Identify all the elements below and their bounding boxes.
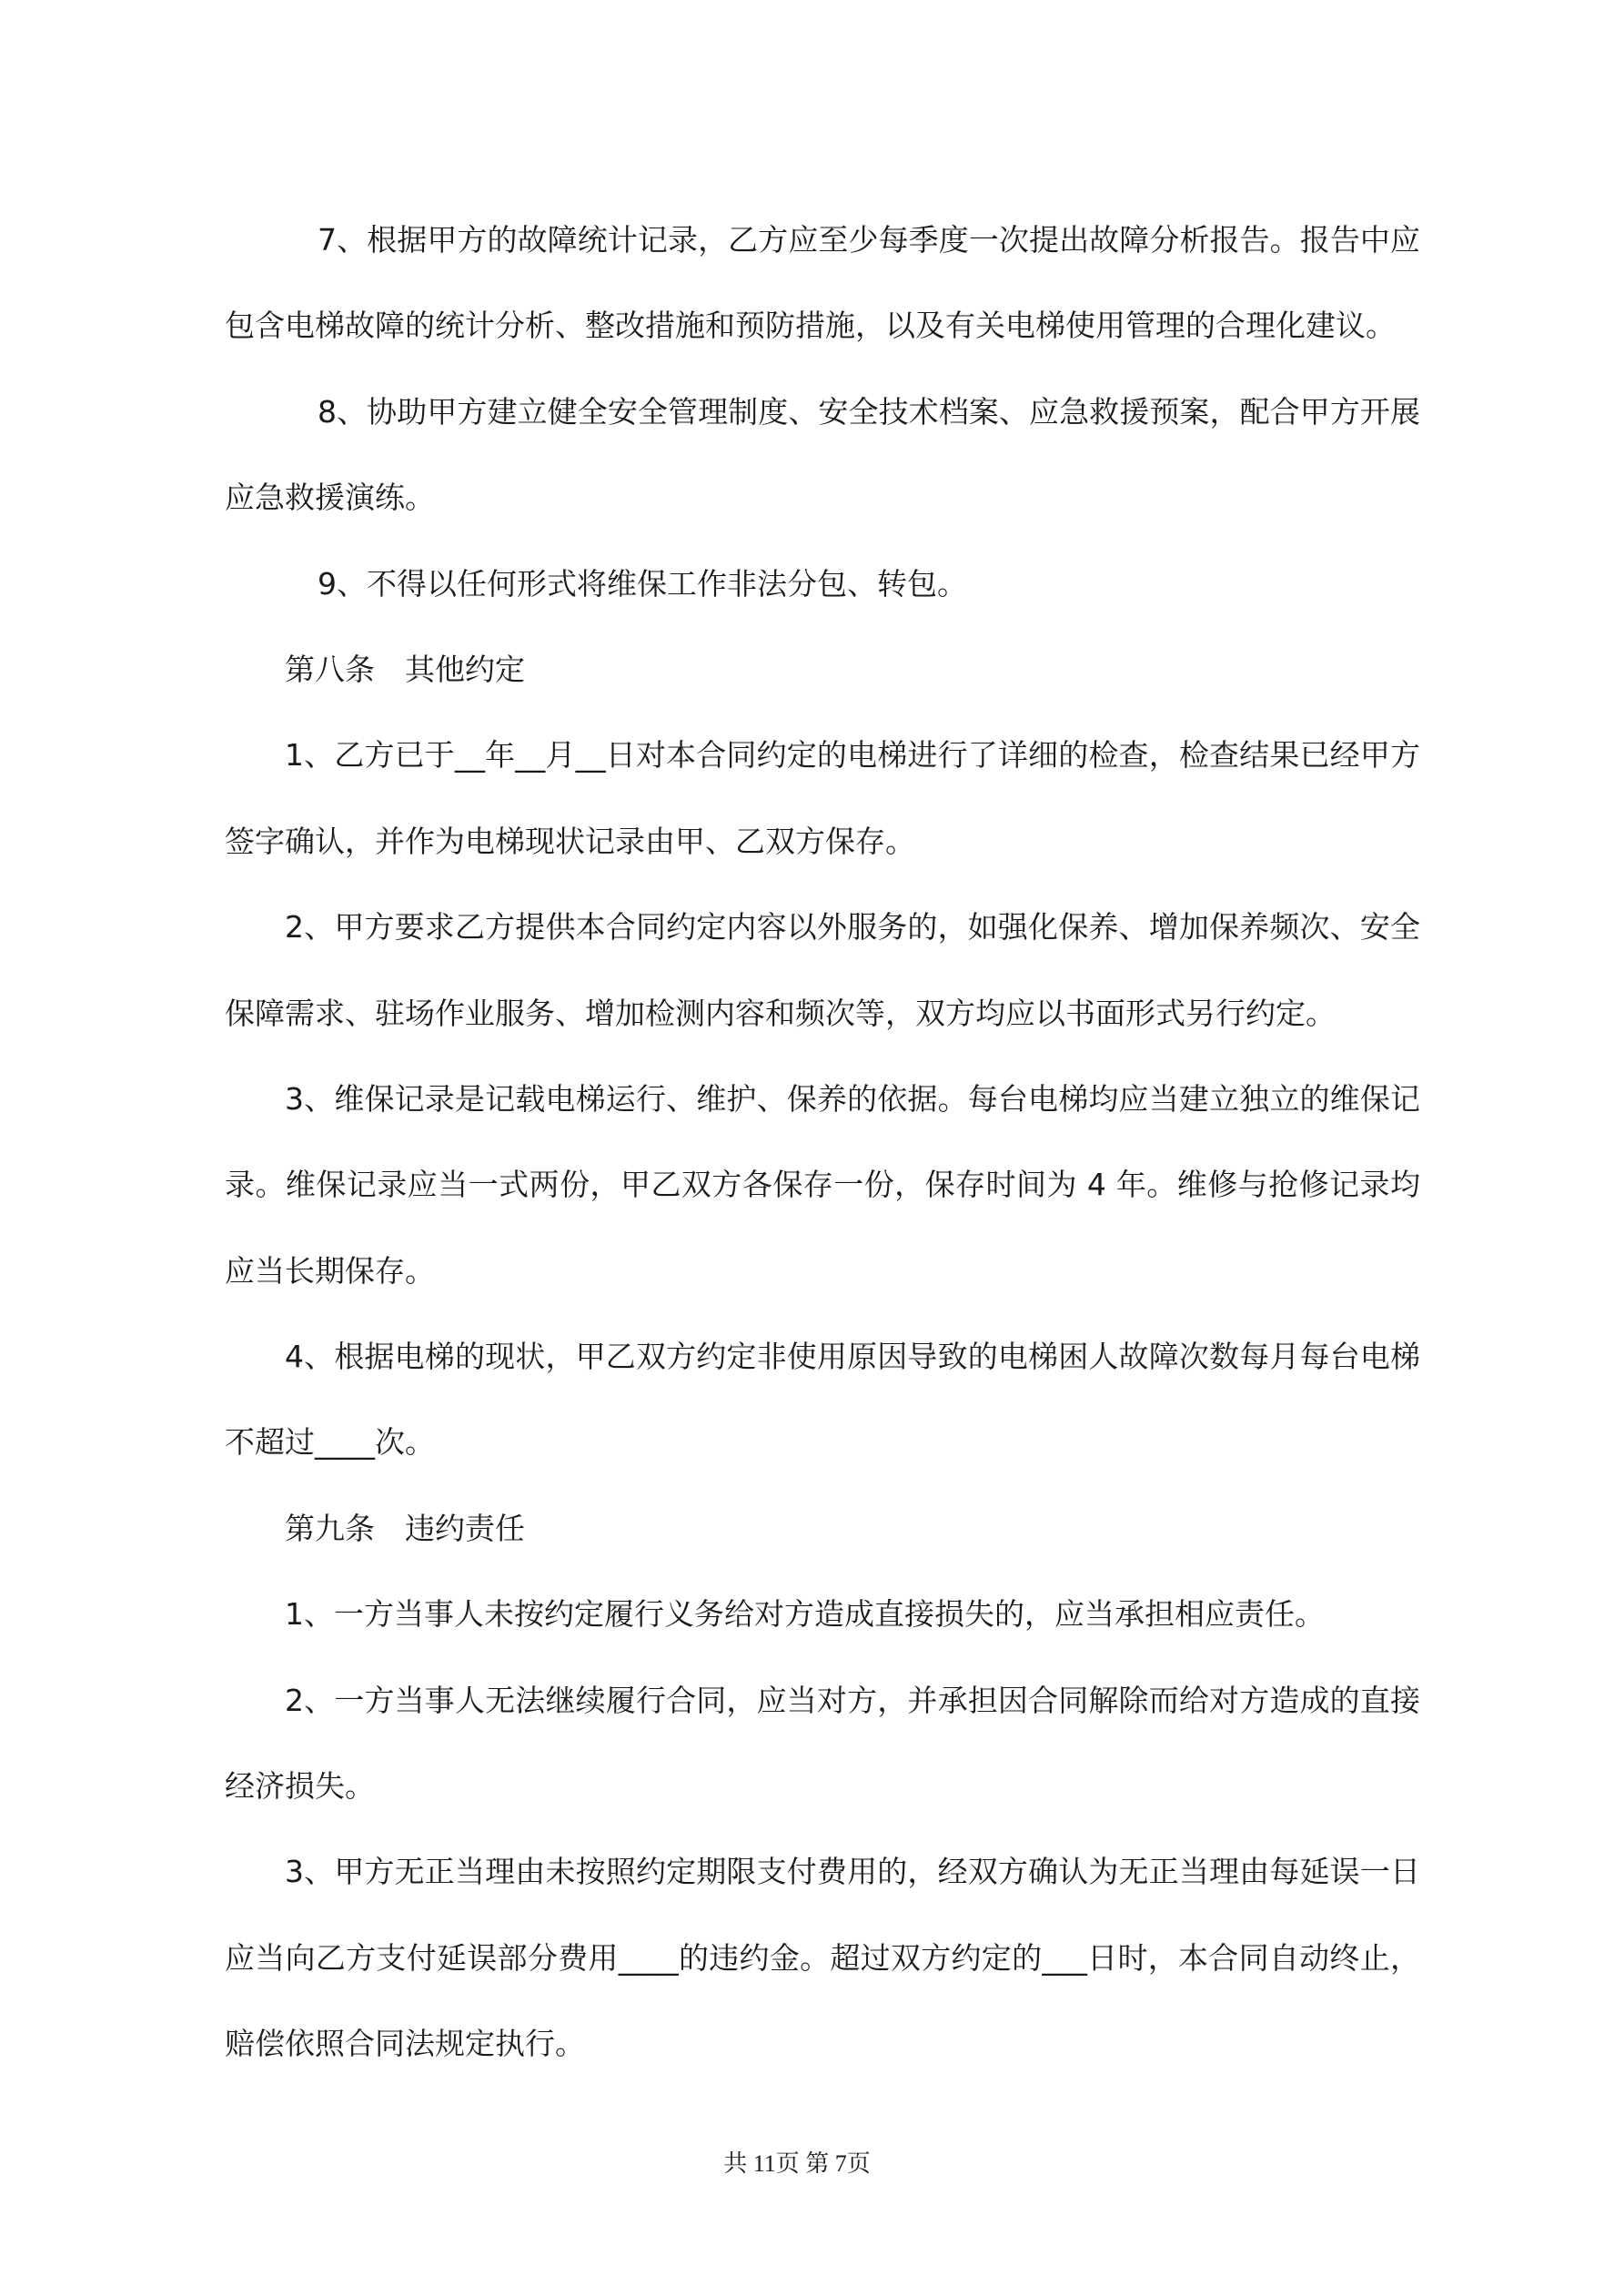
text-line: 应当向乙方支付延误部分费用____的违约金。超过双方约定的___日时，本合同自动终止， — [225, 1939, 1420, 1976]
section-heading-article-9 — [225, 1486, 1420, 1572]
section-heading: 第八条 其他约定 — [285, 651, 525, 687]
text-line: 7、根据甲方的故障统计记录，乙方应至少每季度一次提出故障分析报告。报告中应 — [318, 222, 1420, 258]
paragraph-clause-7-item-9 — [225, 541, 1420, 627]
text-line: 2、一方当事人无法继续履行合同，应当对方，并承担因合同解除而给对方造成的直接 — [285, 1682, 1420, 1718]
document-body — [225, 197, 1420, 2088]
paragraph-article-8-item-3 — [225, 1057, 1420, 1314]
text-line: 3、维保记录是记载电梯运行、维护、保养的依据。每台电梯均应当建立独立的维保记 — [285, 1080, 1420, 1117]
paragraph-article-9-item-3 — [225, 1829, 1420, 2087]
section-heading: 第九条 违约责任 — [285, 1510, 525, 1546]
text-line: 赔偿依照合同法规定执行。 — [225, 2026, 585, 2062]
page-footer — [706, 2148, 888, 2180]
paragraph-clause-7-item-8 — [225, 369, 1420, 541]
text-line: 签字确认，并作为电梯现状记录由甲、乙双方保存。 — [225, 823, 915, 859]
text-line: 1、一方当事人未按约定履行义务给对方造成直接损失的，应当承担相应责任。 — [285, 1596, 1325, 1633]
page-number-info: 共 11页 第 7页 — [723, 2150, 871, 2177]
paragraph-article-9-item-2 — [225, 1658, 1420, 1830]
text-line: 3、甲方无正当理由未按照约定期限支付费用的，经双方确认为无正当理由每延误一日 — [285, 1854, 1420, 1890]
text-line: 不超过____次。 — [225, 1424, 435, 1461]
text-line: 4、根据电梯的现状，甲乙双方约定非使用原因导致的电梯困人故障次数每月每台电梯 — [285, 1339, 1420, 1375]
text-line: 9、不得以任何形式将维保工作非法分包、转包。 — [318, 565, 967, 602]
section-heading-article-8 — [225, 627, 1420, 713]
paragraph-clause-7-item-7 — [225, 197, 1420, 369]
text-line: 应当长期保存。 — [225, 1252, 435, 1289]
text-line: 1、乙方已于__年__月__日对本合同约定的电梯进行了详细的检查，检查结果已经甲方 — [285, 737, 1420, 774]
text-line: 应急救援演练。 — [225, 480, 435, 516]
text-line: 保障需求、驻场作业服务、增加检测内容和频次等，双方均应以书面形式另行约定。 — [225, 995, 1336, 1031]
text-line: 8、协助甲方建立健全安全管理制度、安全技术档案、应急救援预案，配合甲方开展 — [318, 393, 1420, 430]
paragraph-article-8-item-1 — [225, 713, 1420, 885]
paragraph-article-9-item-1 — [225, 1572, 1420, 1657]
paragraph-article-8-item-2 — [225, 885, 1420, 1057]
paragraph-article-8-item-4 — [225, 1314, 1420, 1486]
text-line: 2、甲方要求乙方提供本合同约定内容以外服务的，如强化保养、增加保养频次、安全 — [285, 909, 1420, 946]
text-line: 包含电梯故障的统计分析、整改措施和预防措施，以及有关电梯使用管理的合理化建议。 — [225, 308, 1396, 344]
text-line: 经济损失。 — [225, 1768, 375, 1805]
text-line: 录。维保记录应当一式两份，甲乙双方各保存一份，保存时间为 4 年。维修与抢修记录均 — [225, 1167, 1420, 1203]
